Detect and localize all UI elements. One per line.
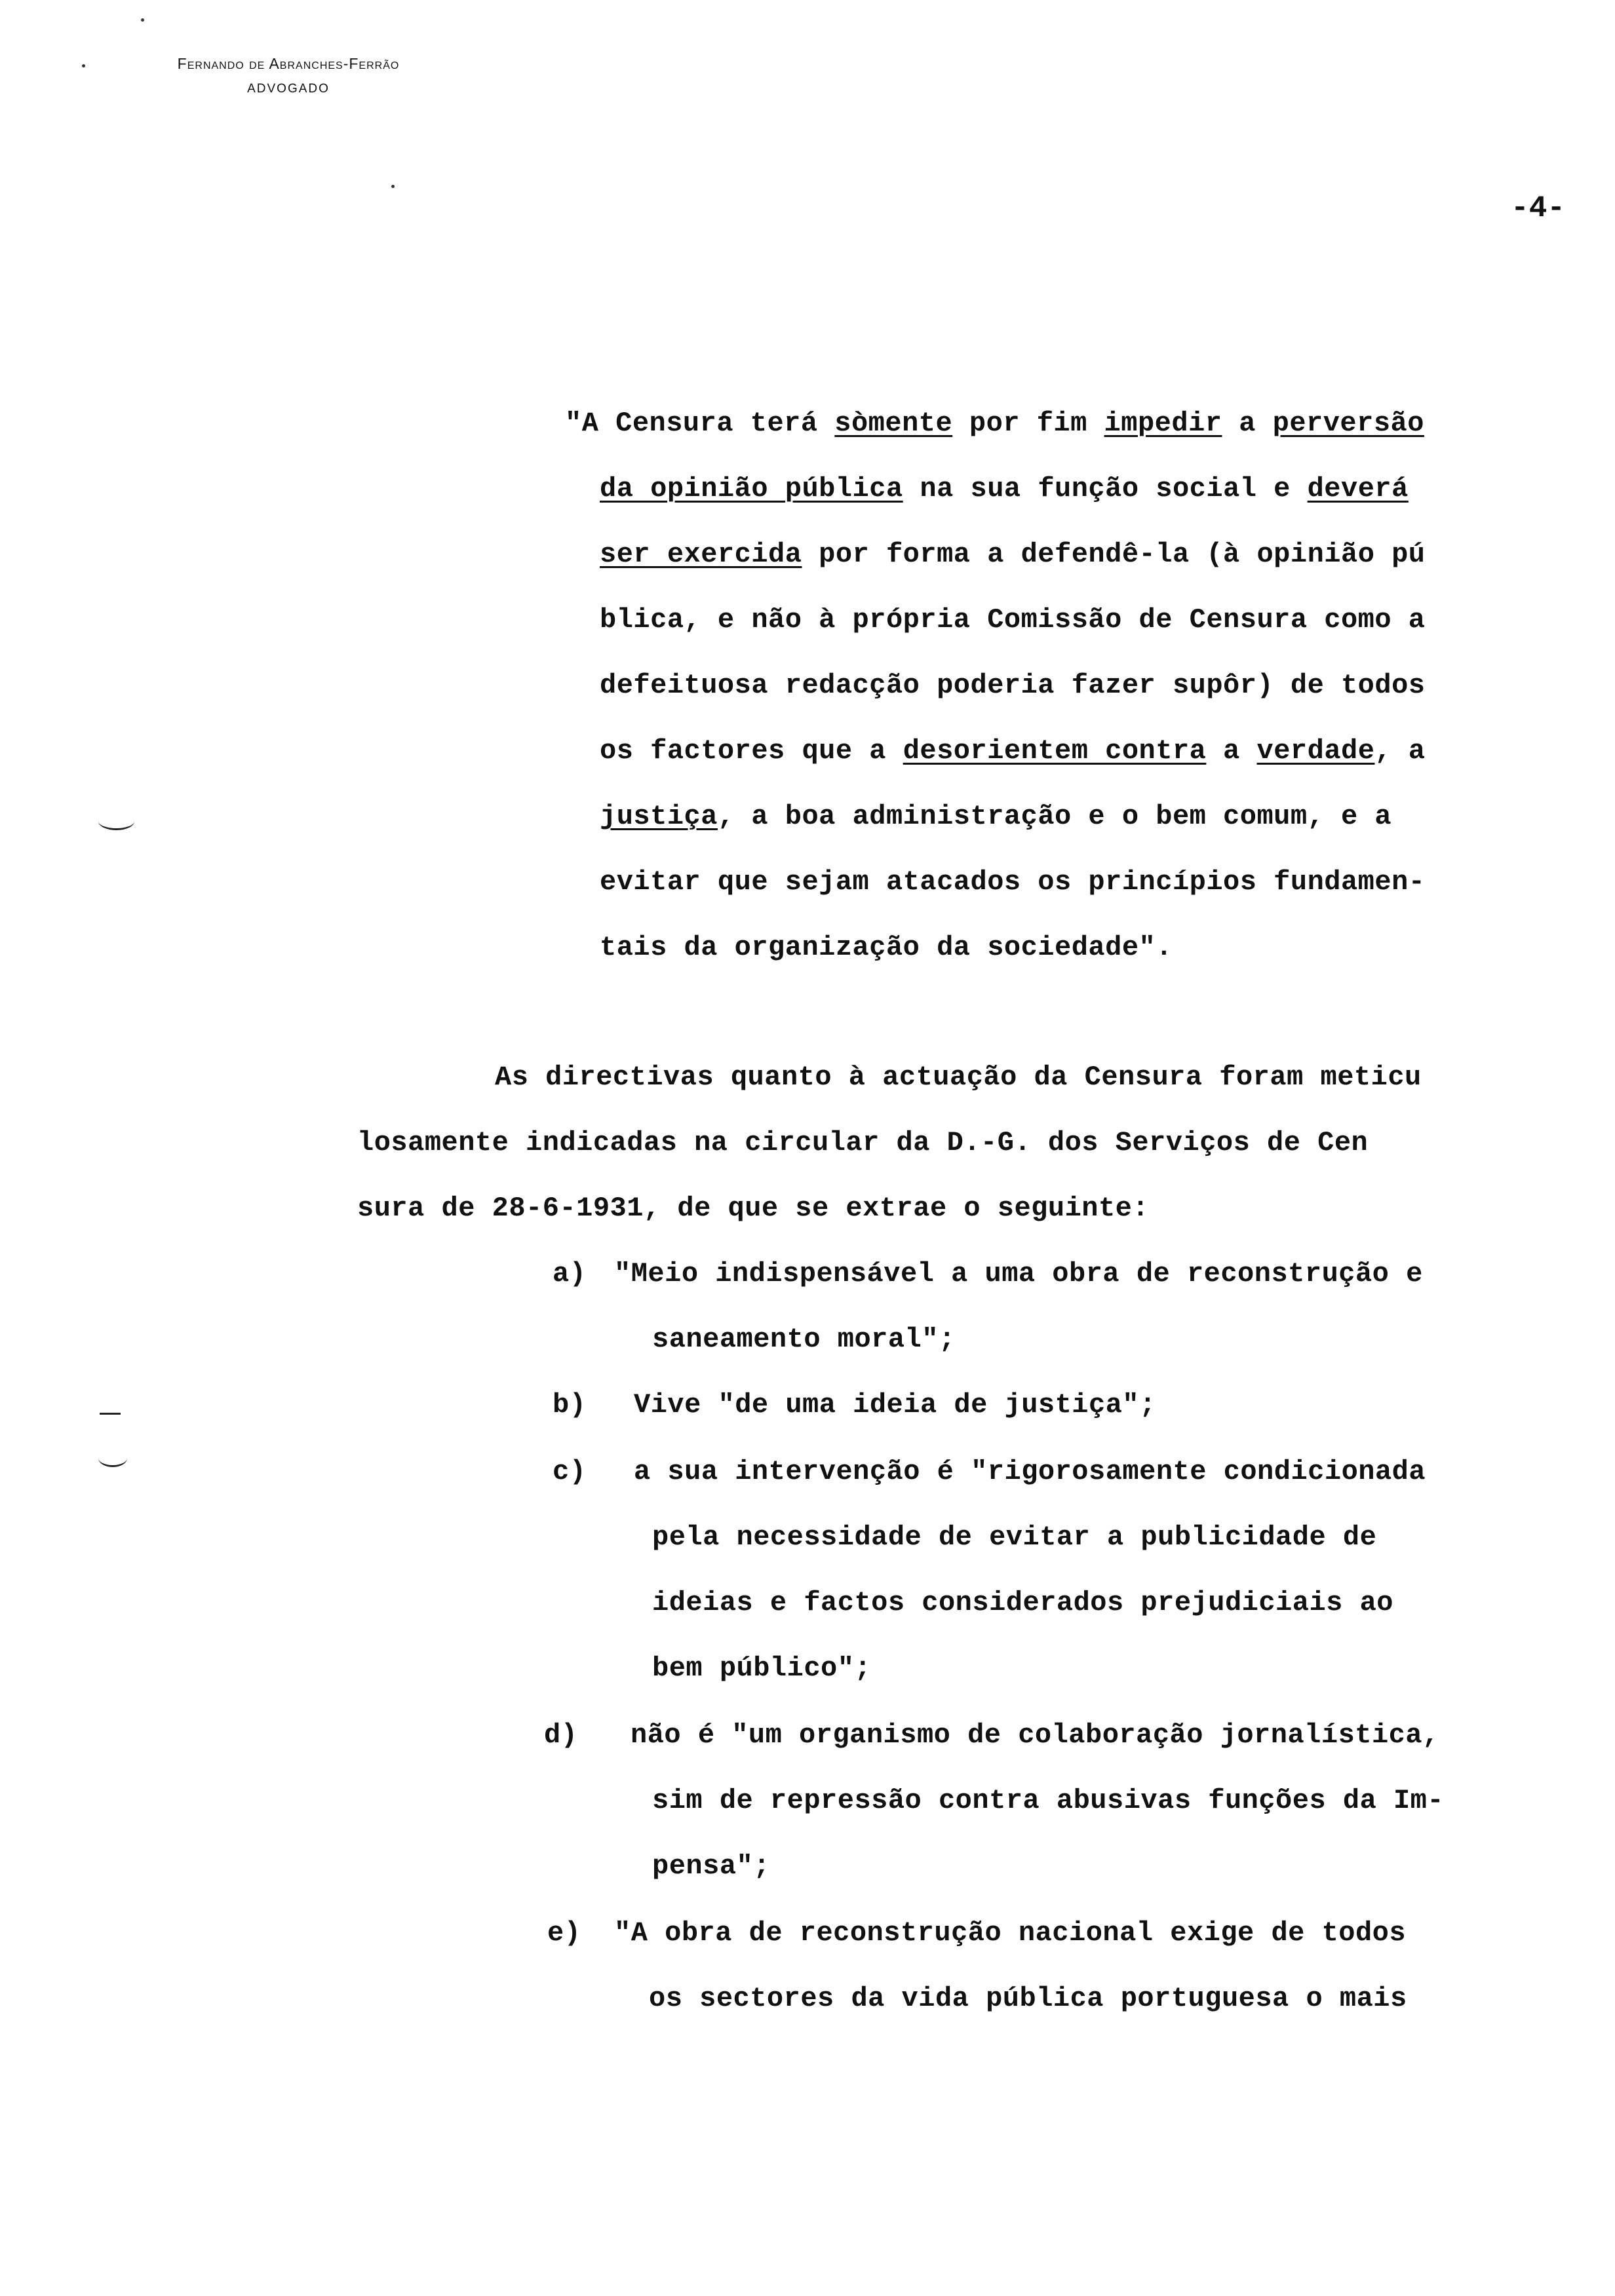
item-e-line-1: "A obra de reconstrução nacional exige de todos bbox=[614, 1917, 1407, 1949]
body-line-3: sura de 28-6-1931, de que se extrae o seguinte: bbox=[357, 1193, 1150, 1224]
margin-mark bbox=[100, 1413, 121, 1415]
item-c-line-3: ideias e factos considerados prejudiciais ao bbox=[652, 1587, 1393, 1618]
quote-line-7: justiça, a boa administração e o bem comum, e a bbox=[600, 801, 1392, 832]
letterhead bbox=[118, 55, 459, 96]
quote-line-6: os factores que a desorientem contra a verdade, a bbox=[600, 735, 1426, 767]
quote-line-8: evitar que sejam atacados os princípios fundamen- bbox=[600, 866, 1426, 898]
item-c-line-2: pela necessidade de evitar a publicidade de bbox=[652, 1521, 1377, 1553]
quote-line-3: ser exercida por forma a defendê-la (à opinião pú bbox=[600, 539, 1426, 570]
item-d-label: d) bbox=[544, 1719, 578, 1751]
quote-line-4: blica, e não à própria Comissão de Censura como a bbox=[600, 604, 1426, 636]
quote-line-9: tais da organização da sociedade". bbox=[600, 932, 1173, 963]
item-b-line-1: Vive "de uma ideia de justiça"; bbox=[634, 1389, 1156, 1421]
quote-line-2: da opinião pública na sua função social e deverá bbox=[600, 473, 1409, 505]
letterhead-profession: ADVOGADO bbox=[247, 82, 330, 96]
margin-mark bbox=[98, 813, 134, 830]
item-a-line-1: "Meio indispensável a uma obra de reconstrução e bbox=[614, 1258, 1423, 1290]
item-d-line-3: pensa"; bbox=[652, 1850, 770, 1882]
item-c-label: c) bbox=[553, 1456, 587, 1487]
item-e-label: e) bbox=[547, 1917, 581, 1949]
page-number: -4- bbox=[1511, 191, 1565, 225]
item-c-line-4: bem público"; bbox=[652, 1653, 872, 1684]
body-line-2: losamente indicadas na circular da D.-G. dos Serviços de Cen bbox=[357, 1127, 1369, 1158]
item-d-line-2: sim de repressão contra abusivas funções da Im- bbox=[652, 1785, 1445, 1816]
quote-line-1: "A Censura terá sòmente por fim impedir a perversão bbox=[565, 408, 1424, 439]
item-d-line-1: não é "um organismo de colaboração jornalística, bbox=[631, 1719, 1439, 1751]
margin-mark bbox=[98, 1449, 127, 1467]
item-e-line-2: os sectores da vida pública portuguesa o mais bbox=[649, 1983, 1407, 2014]
item-a-line-2: saneamento moral"; bbox=[652, 1324, 956, 1355]
scan-mark bbox=[82, 64, 85, 67]
scan-mark bbox=[391, 185, 395, 188]
body-line-1: As directivas quanto à actuação da Censura foram meticu bbox=[495, 1062, 1422, 1093]
letterhead-name: Fernando de Abranches-Ferrão bbox=[177, 55, 400, 72]
item-b-label: b) bbox=[553, 1389, 587, 1421]
item-c-line-1: a sua intervenção é "rigorosamente condicionada bbox=[634, 1456, 1426, 1487]
quote-line-5: defeituosa redacção poderia fazer supôr) de todos bbox=[600, 670, 1426, 701]
item-a-label: a) bbox=[553, 1258, 587, 1290]
scan-mark bbox=[141, 18, 144, 22]
